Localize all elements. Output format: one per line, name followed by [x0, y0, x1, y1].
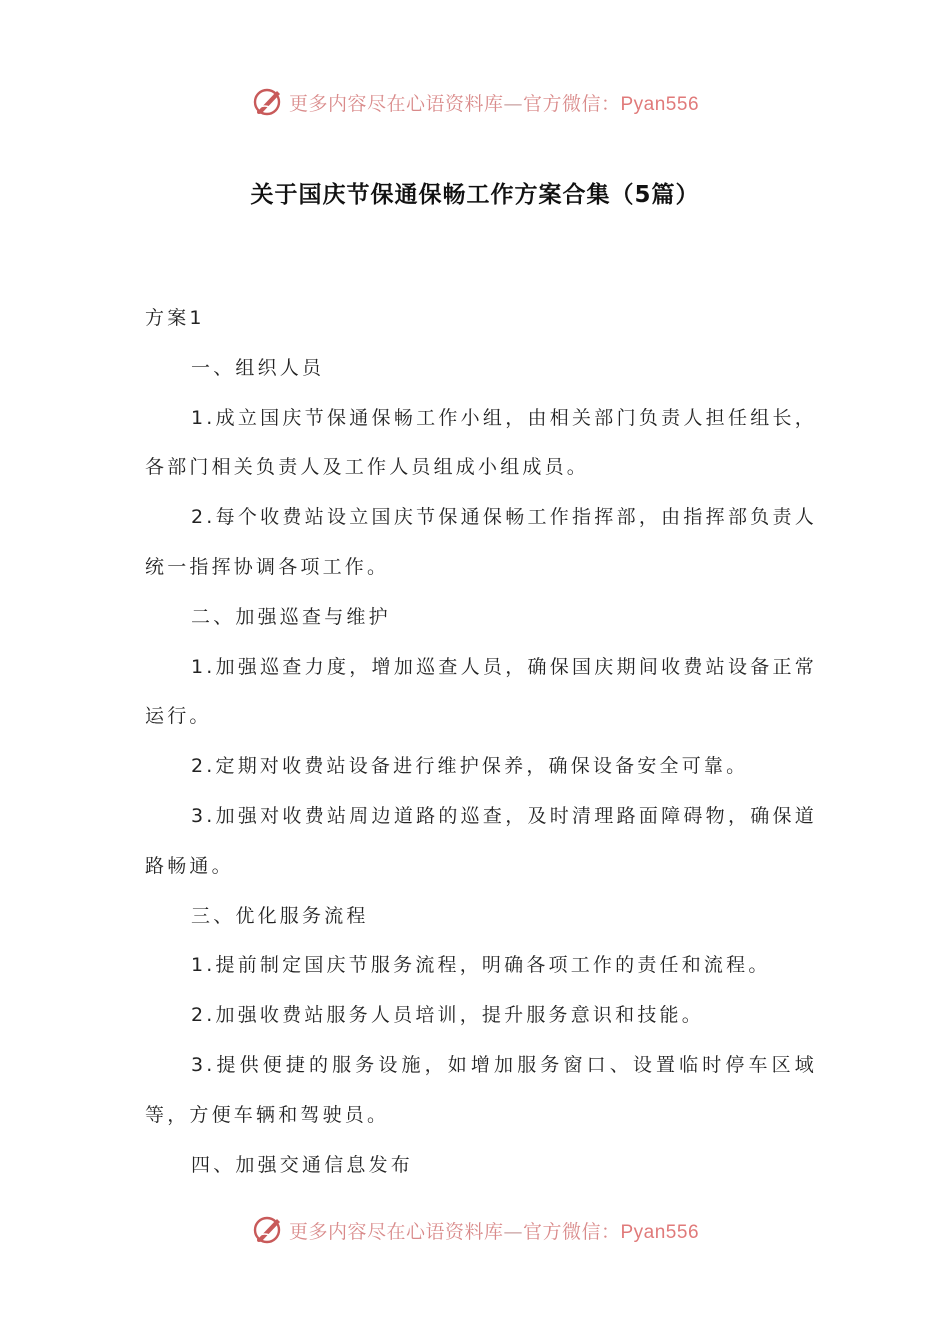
document-body [145, 294, 817, 1190]
section-heading: 四、加强交通信息发布 [191, 1153, 414, 1176]
plan-heading: 方案1 [145, 307, 205, 329]
watermark-text: 更多内容尽在心语资料库—官方微信：Pyan556 [288, 1220, 700, 1243]
paragraph: 3.提供便捷的服务设施，如增加服务窗口、设置临时停车区域等，方便车辆和驾驶员。 [145, 1053, 817, 1126]
quill-logo-icon [251, 1213, 285, 1247]
paragraph: 2.每个收费站设立国庆节保通保畅工作指挥部，由指挥部负责人统一指挥协调各项工作。 [145, 506, 817, 578]
document-title: 关于国庆节保通保畅工作方案合集（5篇） [250, 182, 700, 208]
section-heading: 一、组织人员 [191, 356, 325, 379]
paragraph: 1.提前制定国庆节服务流程，明确各项工作的责任和流程。 [191, 954, 771, 977]
paragraph: 3.加强对收费站周边道路的巡查，及时清理路面障碍物，确保道路畅通。 [145, 804, 817, 877]
section-heading: 二、加强巡查与维护 [191, 605, 391, 628]
header-watermark [0, 82, 950, 122]
watermark-text: 更多内容尽在心语资料库—官方微信：Pyan556 [288, 92, 700, 115]
paragraph: 1.成立国庆节保通保畅工作小组，由相关部门负责人担任组长，各部门相关负责人及工作人员组成小组成员。 [145, 406, 817, 479]
footer-watermark [0, 1210, 950, 1250]
paragraph: 1.加强巡查力度，增加巡查人员，确保国庆期间收费站设备正常运行。 [145, 655, 817, 728]
quill-logo-icon [251, 85, 285, 119]
section-heading: 三、优化服务流程 [191, 904, 369, 927]
paragraph: 2.定期对收费站设备进行维护保养，确保设备安全可靠。 [191, 755, 749, 778]
paragraph: 2.加强收费站服务人员培训，提升服务意识和技能。 [191, 1004, 704, 1027]
